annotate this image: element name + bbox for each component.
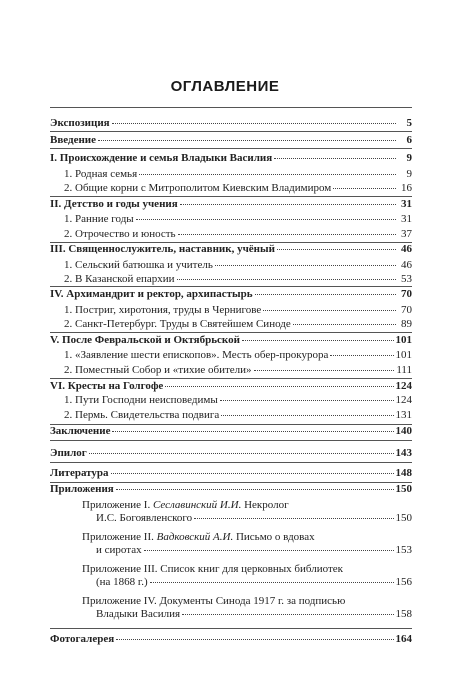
divider: [50, 131, 412, 132]
toc-entry-section-4[interactable]: IV. Архимандрит и ректор, архипастырь 70: [50, 288, 412, 300]
toc-entry-3-2[interactable]: 2. В Казанской епархии 53: [64, 273, 412, 285]
toc-entry-4-2[interactable]: 2. Санкт-Петербург. Труды в Святейшем Синоде 89: [64, 318, 412, 330]
toc-entry-6-1[interactable]: 1. Пути Господни неисповедимы 124: [64, 394, 412, 406]
toc-entry-appendices[interactable]: Приложения 150: [50, 483, 412, 495]
divider: [50, 462, 412, 463]
toc-entry-appendix-4[interactable]: Приложение IV. Документы Синода 1917 г. за подписью Владыки Василия 158: [82, 595, 412, 620]
toc-entry-2-2[interactable]: 2. Отрочество и юность 37: [64, 228, 412, 240]
toc-entry-epilogue[interactable]: Эпилог 143: [50, 447, 412, 459]
toc-entry-4-1[interactable]: 1. Постриг, хиротония, труды в Чернигове 70: [64, 304, 412, 316]
toc-entry-section-5[interactable]: V. После Февральской и Октябрьской 101: [50, 334, 412, 346]
toc-entry-literature[interactable]: Литература 148: [50, 467, 412, 479]
toc-entry-5-2[interactable]: 2. Поместный Собор и «тихие обители» 111: [64, 364, 412, 376]
divider: [50, 107, 412, 108]
toc-entry-appendix-3[interactable]: Приложение III. Список книг для церковных библиотек (на 1868 г.) 156: [82, 563, 412, 588]
divider: [50, 286, 412, 287]
toc-entry-1-1[interactable]: 1. Родная семья 9: [64, 168, 412, 180]
toc-entry-1-2[interactable]: 2. Общие корни с Митрополитом Киевским Владимиром 16: [64, 182, 412, 194]
divider: [50, 628, 412, 629]
toc-entry-appendix-2[interactable]: Приложение II. Вадковский А.И. Письмо о вдовах и сиротах 153: [82, 531, 412, 556]
toc-entry-appendix-1[interactable]: Приложение I. Сеславинский И.И. Некролог И.С. Богоявленского 150: [82, 499, 412, 524]
divider: [50, 378, 412, 379]
toc-entry-section-2[interactable]: II. Детство и годы учения 31: [50, 198, 412, 210]
toc-entry-gallery[interactable]: Фотогалерея 164: [50, 633, 412, 645]
toc-entry-intro[interactable]: Введение 6: [50, 134, 412, 146]
toc-entry-section-3[interactable]: III. Священнослужитель, наставник, учёный 46: [50, 243, 412, 255]
divider: [50, 148, 412, 149]
page-title: ОГЛАВЛЕНИЕ: [170, 78, 280, 95]
toc-entry-5-1[interactable]: 1. «Заявление шести епископов». Месть обер-прокурора 101: [64, 349, 412, 361]
toc-entry-6-2[interactable]: 2. Пермь. Свидетельства подвига 131: [64, 409, 412, 421]
divider: [50, 196, 412, 197]
toc-entry-exposition[interactable]: Экспозиция 5: [50, 117, 412, 129]
divider: [50, 332, 412, 333]
toc-entry-section-6[interactable]: VI. Кресты на Голгофе 124: [50, 380, 412, 392]
toc-entry-3-1[interactable]: 1. Сельский батюшка и учитель 46: [64, 259, 412, 271]
toc-entry-section-1[interactable]: I. Происхождение и семья Владыки Василия 9: [50, 152, 412, 164]
divider: [50, 440, 412, 441]
toc-entry-2-1[interactable]: 1. Ранние годы 31: [64, 213, 412, 225]
toc-entry-conclusion[interactable]: Заключение 140: [50, 425, 412, 437]
